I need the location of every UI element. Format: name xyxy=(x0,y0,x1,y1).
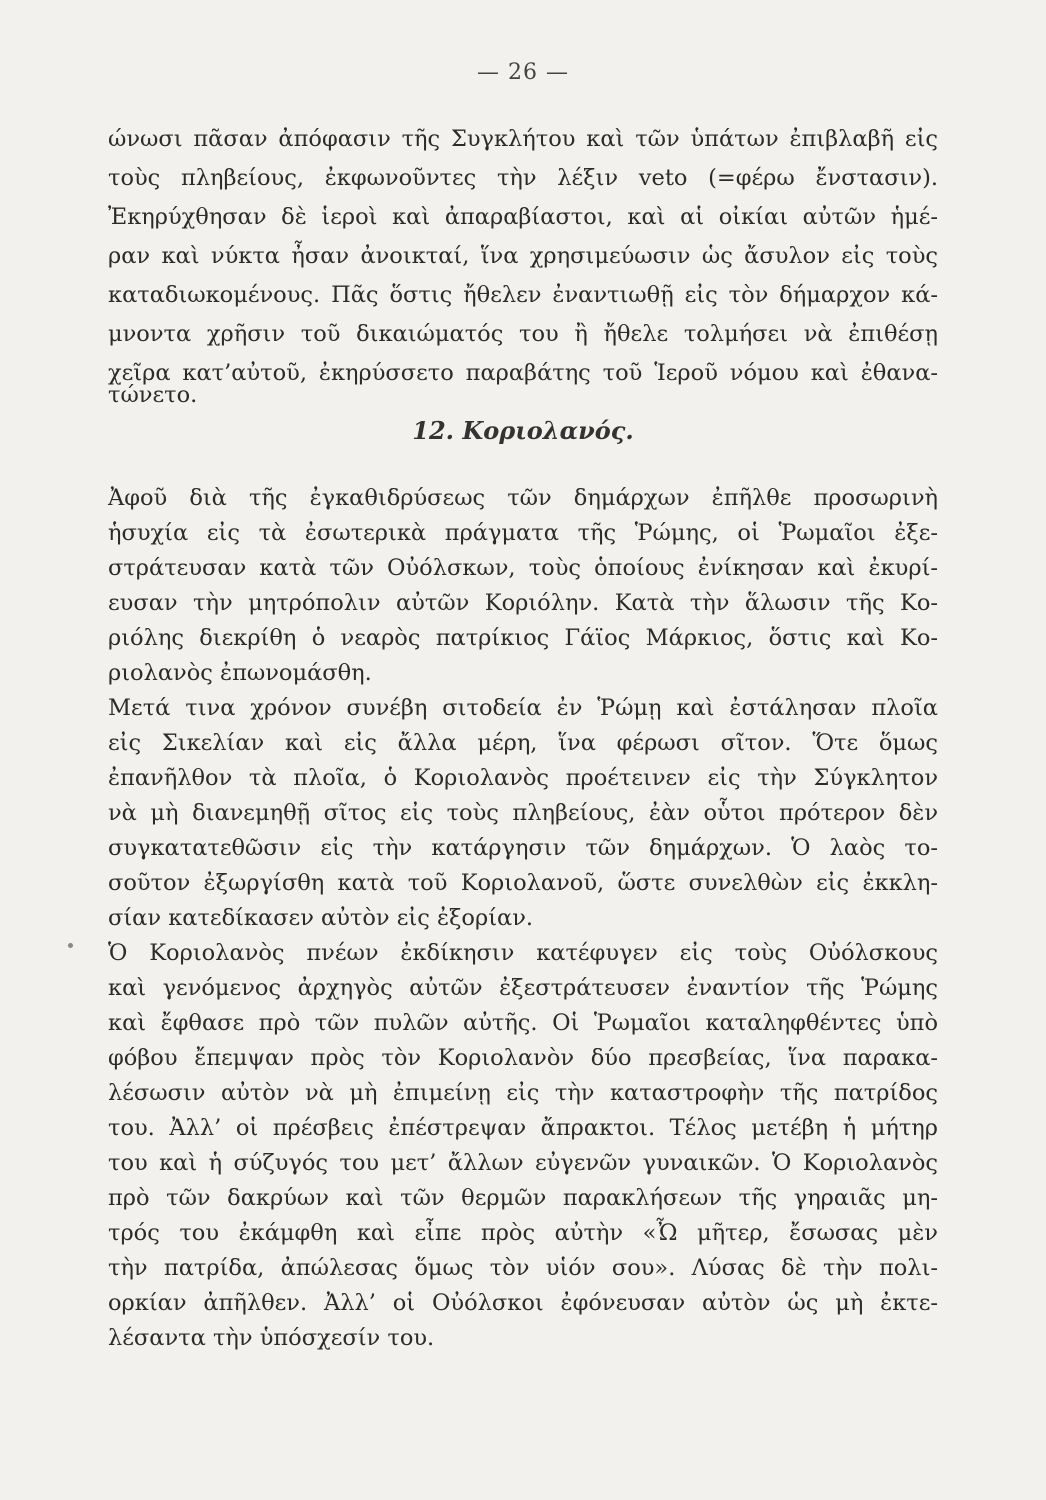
text-line: καταδιωκομένους. Πᾶς ὅστις ἤθελεν ἐναντιωθῇ εἰς τὸν δήμαρχον κά- xyxy=(108,282,938,308)
text-line: τώνετο. xyxy=(108,382,198,408)
text-line: ραν καὶ νύκτα ἦσαν ἀνοικταί, ἵνα χρησιμεύωσιν ὡς ἄσυλον εἰς τοὺς xyxy=(108,243,938,269)
text-line: ριολανὸς ἐπωνομάσθη. xyxy=(108,660,372,686)
text-line: Ὁ Κοριολανὸς πνέων ἐκδίκησιν κατέφυγεν εἰς τοὺς Οὐόλσκους xyxy=(108,940,938,966)
text-line: ἡσυχία εἰς τὰ ἐσωτερικὰ πράγματα τῆς Ῥώμης, οἱ Ῥωμαῖοι ἐξε- xyxy=(108,520,938,546)
text-line: Μετά τινα χρόνον συνέβη σιτοδεία ἐν Ῥώμῃ καὶ ἐστάλησαν πλοῖα xyxy=(108,695,938,721)
text-line: νὰ μὴ διανεμηθῇ σῖτος εἰς τοὺς πληβείους, ἐὰν οὗτοι πρότερον δὲν xyxy=(108,800,938,826)
text-line: καὶ ἔφθασε πρὸ τῶν πυλῶν αὐτῆς. Οἱ Ῥωμαῖοι καταληφθέντες ὑπὸ xyxy=(108,1010,938,1036)
text-line: ευσαν τὴν μητρόπολιν αὐτῶν Κοριόλην. Κατὰ τὴν ἅλωσιν τῆς Κο- xyxy=(108,590,938,616)
text-line: ώνωσι πᾶσαν ἀπόφασιν τῆς Συγκλήτου καὶ τῶν ὑπάτων ἐπιβλαβῆ εἰς xyxy=(108,126,938,152)
page-number: — 26 — xyxy=(477,60,569,85)
text-line: εἰς Σικελίαν καὶ εἰς ἄλλα μέρη, ἵνα φέρωσι σῖτον. Ὅτε ὅμως xyxy=(108,730,938,756)
text-line: ἐπανῆλθον τὰ πλοῖα, ὁ Κοριολανὸς προέτεινεν εἰς τὴν Σύγκλητον xyxy=(108,765,938,791)
text-line: του καὶ ἡ σύζυγός του μετ’ ἄλλων εὐγενῶν γυναικῶν. Ὁ Κοριολανὸς xyxy=(108,1150,938,1176)
text-line: χεῖρα κατ’αὐτοῦ, ἐκηρύσσετο παραβάτης τοῦ Ἱεροῦ νόμου καὶ ἐθανα- xyxy=(108,360,938,386)
text-line: ορκίαν ἀπῆλθεν. Ἀλλ’ οἱ Οὐόλσκοι ἐφόνευσαν αὐτὸν ὡς μὴ ἐκτε- xyxy=(108,1290,938,1316)
text-line: συγκατατεθῶσιν εἰς τὴν κατάργησιν τῶν δημάρχων. Ὁ λαὸς το- xyxy=(108,835,938,861)
text-line: φόβου ἔπεμψαν πρὸς τὸν Κοριολανὸν δύο πρεσβείας, ἵνα παρακα- xyxy=(108,1045,938,1071)
section-title: 12. Κοριολανός. xyxy=(412,416,634,445)
text-line: πρὸ τῶν δακρύων καὶ τῶν θερμῶν παρακλήσεων τῆς γηραιᾶς μη- xyxy=(108,1185,938,1211)
text-line: λέσαντα τὴν ὑπόσχεσίν του. xyxy=(108,1325,435,1351)
text-line: Ἐκηρύχθησαν δὲ ἱεροὶ καὶ ἀπαραβίαστοι, καὶ αἱ οἰκίαι αὐτῶν ἡμέ- xyxy=(108,204,938,230)
text-line: τοὺς πληβείους, ἐκφωνοῦντες τὴν λέξιν veto (=φέρω ἔνστασιν). xyxy=(108,165,938,191)
text-line: τὴν πατρίδα, ἀπώλεσας ὅμως τὸν υἱόν σου». Λύσας δὲ τὴν πολι- xyxy=(108,1255,938,1281)
ink-speck xyxy=(68,943,73,948)
text-line: λέσωσιν αὐτὸν νὰ μὴ ἐπιμείνῃ εἰς τὴν καταστροφὴν τῆς πατρίδος xyxy=(108,1080,938,1106)
text-line: μνοντα χρῆσιν τοῦ δικαιώματός του ἢ ἤθελε τολμήσει νὰ ἐπιθέσῃ xyxy=(108,321,938,347)
text-line: Ἀφοῦ διὰ τῆς ἐγκαθιδρύσεως τῶν δημάρχων ἐπῆλθε προσωρινὴ xyxy=(108,485,938,511)
text-line: σοῦτον ἐξωργίσθη κατὰ τοῦ Κοριολανοῦ, ὥστε συνελθὼν εἰς ἐκκλη- xyxy=(108,870,938,896)
text-line: καὶ γενόμενος ἀρχηγὸς αὐτῶν ἐξεστράτευσεν ἐναντίον τῆς Ῥώμης xyxy=(108,975,938,1001)
text-line: στράτευσαν κατὰ τῶν Οὐόλσκων, τοὺς ὁποίους ἐνίκησαν καὶ ἐκυρί- xyxy=(108,555,938,581)
text-line: του. Ἀλλ’ οἱ πρέσβεις ἐπέστρεψαν ἄπρακτοι. Τέλος μετέβη ἡ μήτηρ xyxy=(108,1115,938,1141)
text-line: ριόλης διεκρίθη ὁ νεαρὸς πατρίκιος Γάϊος Μάρκιος, ὅστις καὶ Κο- xyxy=(108,625,938,651)
text-line: τρός του ἐκάμφθη καὶ εἶπε πρὸς αὐτὴν «Ὦ μῆτερ, ἔσωσας μὲν xyxy=(108,1220,938,1246)
text-line: σίαν κατεδίκασεν αὐτὸν εἰς ἐξορίαν. xyxy=(108,905,534,931)
